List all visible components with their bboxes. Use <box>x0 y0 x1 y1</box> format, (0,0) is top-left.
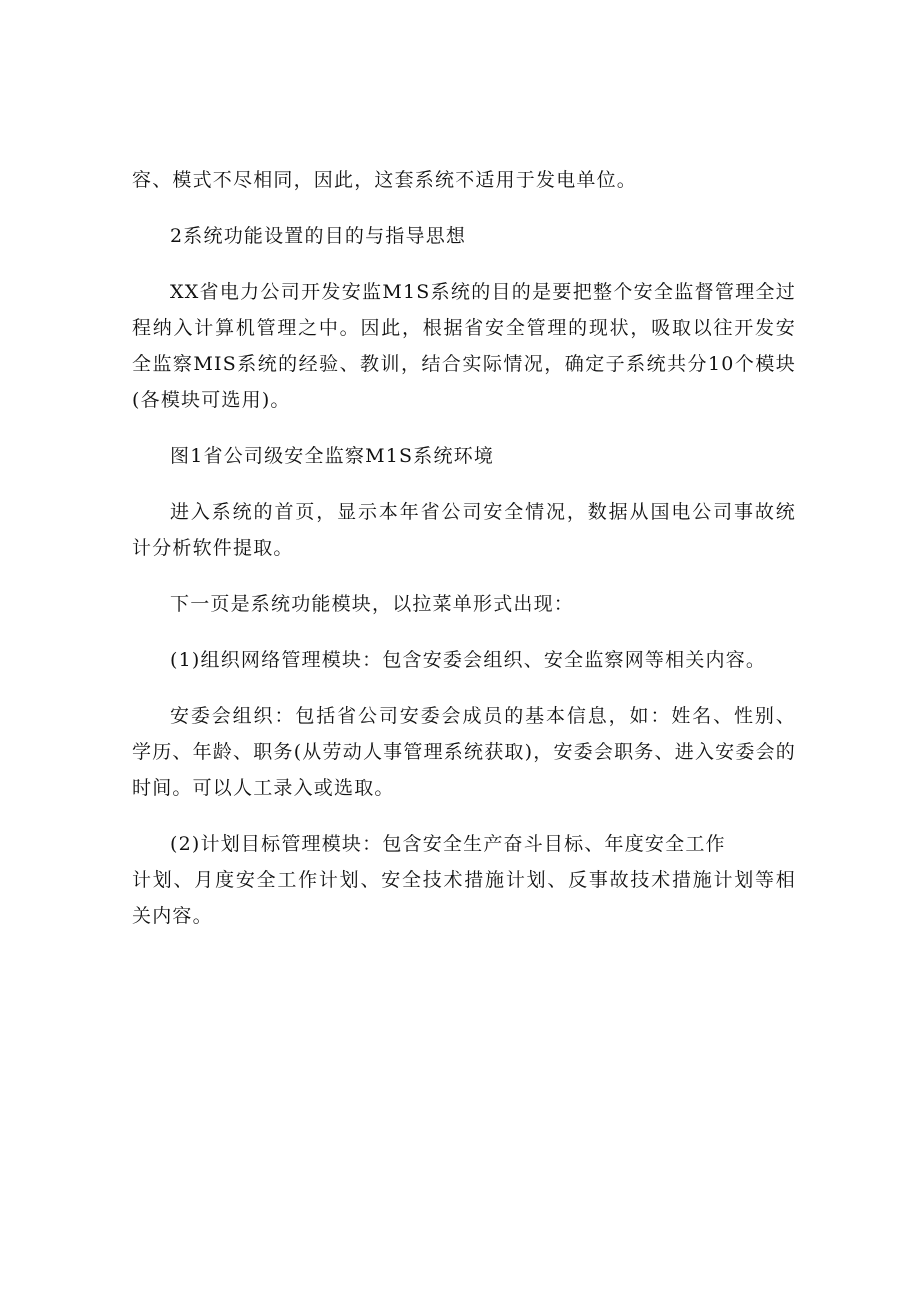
paragraph-module-2-cont: 计划、月度安全工作计划、安全技术措施计划、反事故技术措施计划等相关内容。 <box>132 869 796 927</box>
paragraph-continuation: 容、模式不尽相同，因此，这套系统不适用于发电单位。 <box>132 169 638 191</box>
list-item-module-1: (1)组织网络管理模块：包含安委会组织、安全监察网等相关内容。 <box>170 649 767 671</box>
paragraph-committee: 安委会组织：包括省公司安委会成员的基本信息，如：姓名、性别、学历、年龄、职务(从劳动人事管理系统获取)，安委会职务、进入安委会的时间。可以人工录入或选取。 <box>132 705 796 799</box>
figure-caption: 图1省公司级安全监察M1S系统环境 <box>170 445 495 467</box>
section-heading: 2系统功能设置的目的与指导思想 <box>170 225 467 247</box>
list-item-module-2: (2)计划目标管理模块：包含安全生产奋斗目标、年度安全工作 <box>170 833 726 855</box>
paragraph-purpose: XX省电力公司开发安监M1S系统的目的是要把整个安全监督管理全过程纳入计算机管理之中。因此，根据省安全管理的现状，吸取以往开发安全监察MIS系统的经验、教训，结合实际情况，确定子系统共分10个模块(各模块可选用)。 <box>132 281 796 411</box>
document-body <box>132 162 796 954</box>
paragraph-next-page: 下一页是系统功能模块，以拉菜单形式出现： <box>170 593 575 615</box>
paragraph-homepage: 进入系统的首页，显示本年省公司安全情况，数据从国电公司事故统计分析软件提取。 <box>132 501 796 559</box>
